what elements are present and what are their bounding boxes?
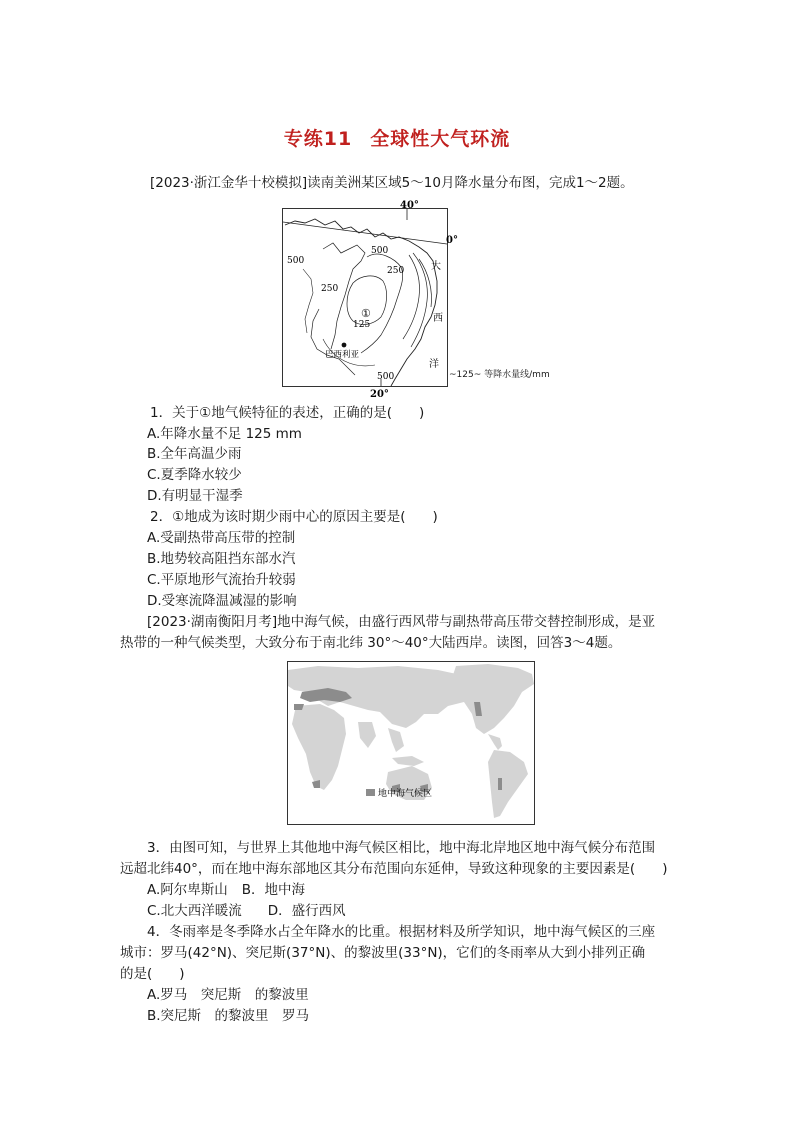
lat-label-bottom-wrap [366, 385, 416, 401]
q1-option-c: C.夏季降水较少 [147, 467, 242, 483]
legend-label: 地中海气候区 [378, 789, 433, 799]
q4-line-2: 城市：罗马(42°N)、突尼斯(37°N)、的黎波里(33°N)，它们的冬雨率从大到小排列正确 [120, 945, 646, 961]
isoline-label-125: 125 [353, 320, 371, 330]
q2-stem: 2．①地成为该时期少雨中心的原因主要是( ) [150, 509, 438, 525]
legend-sample-value: 125 [456, 370, 474, 380]
isoline-label-500-west: 500 [287, 256, 305, 266]
q1-option-a: A.年降水量不足 125 mm [147, 426, 302, 442]
isoline-label-500-north: 500 [371, 246, 389, 256]
ocean-char-2: 西 [433, 313, 443, 324]
q3-option-a: A.阿尔卑斯山 [147, 882, 228, 898]
mediterranean-climate-map [287, 661, 535, 825]
q4-line-3: 的是( ) [120, 966, 185, 982]
page-title [0, 124, 794, 151]
q2-option-d: D.受寒流降温减湿的影响 [147, 593, 297, 609]
city-label: 巴西利亚 [325, 350, 360, 360]
lat-label-top-wrap [392, 195, 452, 211]
ocean-char-3: 洋 [429, 359, 439, 370]
isoline-label-500-south: 500 [377, 372, 395, 382]
title-text: 全球性大气环流 [370, 128, 511, 150]
region-marker: ① [361, 307, 371, 320]
equator-label: 0° [446, 235, 458, 246]
intro-2-line-1: [2023·湖南衡阳月考]地中海气候，由盛行西风带与副热带高压带交替控制形成，是亚 [147, 614, 656, 630]
q1-option-d: D.有明显干湿季 [147, 488, 243, 504]
q4-option-b: B.突尼斯 的黎波里 罗马 [147, 1008, 310, 1024]
q4-line-1: 4．冬雨率是冬季降水占全年降水的比重。根据材料及所学知识，地中海气候区的三座 [147, 924, 656, 940]
q4-option-a: A.罗马 突尼斯 的黎波里 [147, 987, 309, 1003]
q3-options-row-1 [147, 881, 305, 899]
map-legend: ~125~ 等降水量线/mm [449, 370, 550, 380]
intro-2-line-2: 热带的一种气候类型，大致分布于南北纬 30°～40°大陆西岸。读图，回答3～4题。 [120, 635, 622, 651]
q3-line-1: 3．由图可知，与世界上其他地中海气候区相比，地中海北岸地区地中海气候分布范围 [147, 840, 656, 856]
q3-options-row-2 [147, 902, 346, 920]
q1-stem: 1．关于①地气候特征的表述，正确的是( ) [150, 405, 425, 421]
isoline-label-250-west: 250 [321, 284, 339, 294]
equator-label-wrap [446, 231, 476, 247]
q2-option-c: C.平原地形气流抬升较弱 [147, 572, 296, 588]
q1-option-b: B.全年高温少雨 [147, 446, 242, 462]
q3-option-c: C.北大西洋暖流 [147, 903, 242, 919]
q3-option-b: B．地中海 [241, 882, 306, 898]
legend-swatch [366, 789, 375, 796]
q2-option-b: B.地势较高阻挡东部水汽 [147, 551, 296, 567]
q3-line-2: 远超北纬40°，而在地中海东部地区其分布范围向东延伸，导致这种现象的主要因素是( ) [120, 861, 668, 877]
title-number: 专练11 [283, 128, 353, 150]
legend-text: 等降水量线/mm [484, 370, 550, 380]
ocean-char-1: 大 [431, 261, 441, 272]
precipitation-map [282, 208, 448, 387]
lat-label-40: 40° [400, 200, 419, 211]
lat-label-20: 20° [370, 389, 389, 400]
q2-option-a: A.受副热带高压带的控制 [147, 530, 296, 546]
q3-option-d: D．盛行西风 [267, 903, 346, 919]
intro-1: [2023·浙江金华十校模拟]读南美洲某区域5～10月降水量分布图，完成1～2题。 [150, 175, 634, 191]
isoline-label-250-east: 250 [387, 266, 405, 276]
